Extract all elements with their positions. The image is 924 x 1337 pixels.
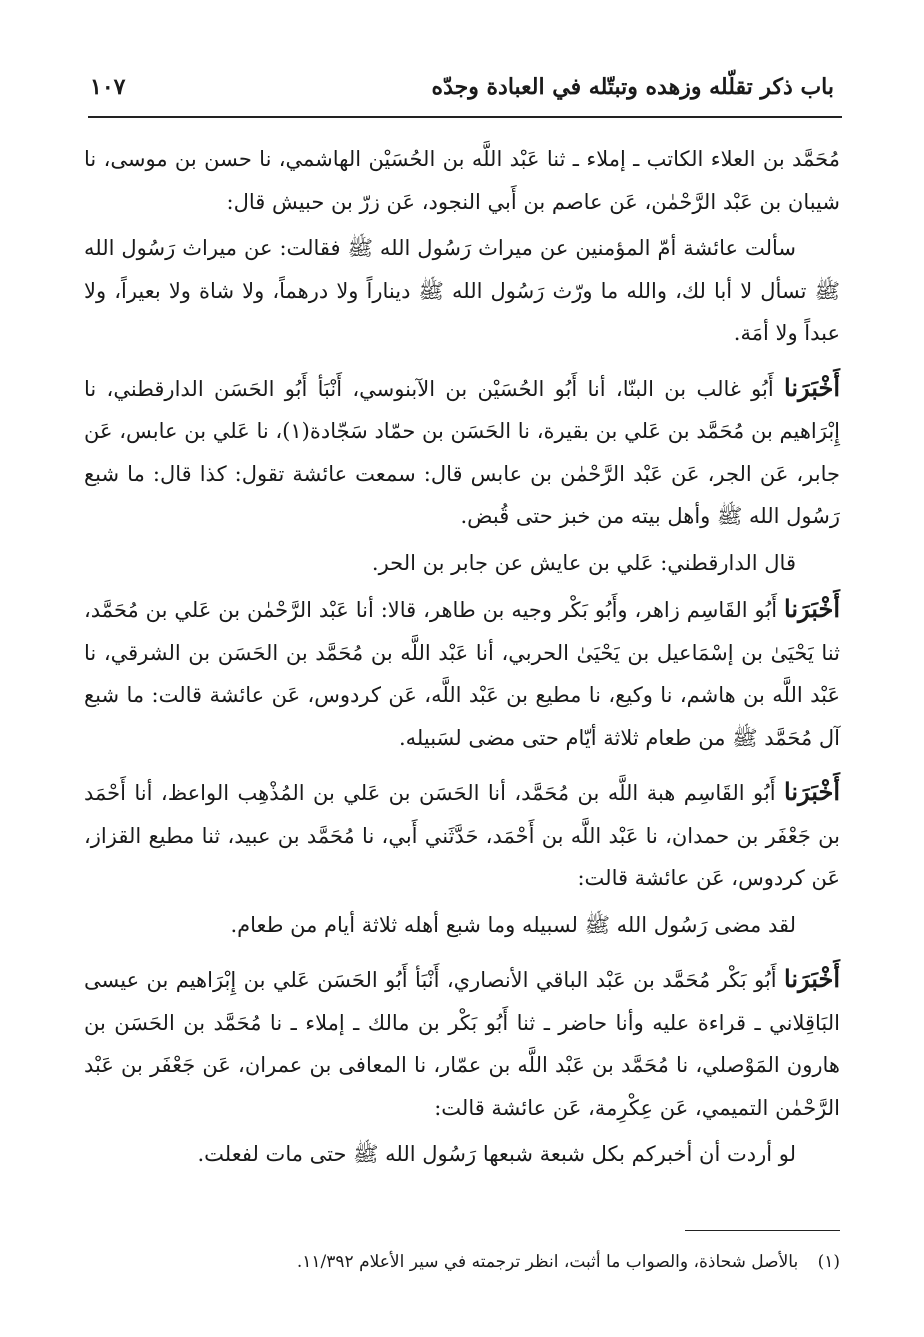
footnote-text: بالأصل شحاذة، والصواب ما أثبت، انظر ترجمته في سير الأعلام ١١/٣٩٢. [296,1252,799,1272]
paragraph-text: لو أردت أن أخبركم بكل شبعة شبعها رَسُول الله ﷺ حتى مات لفعلت. [197,1142,796,1166]
paragraph-text: لقد مضى رَسُول الله ﷺ لسبيله وما شبع أهله ثلاثة أيام من طعام. [230,912,796,937]
paragraph-lead: أَخْبَرَنا [784,594,840,623]
paragraph-text: قال الدارقطني: عَلي بن عايش عن جابر بن الحر. [371,550,796,575]
running-title: باب ذكر تقلّله وزهده وتبتّله في العبادة وجدّه [431,74,834,100]
body-text [84,138,840,1180]
footnote-rule [685,1230,840,1231]
paragraph [84,1133,840,1176]
page-number: ١٠٧ [90,74,126,100]
paragraph [84,227,840,355]
paragraph-text: مُحَمَّد بن العلاء الكاتب ـ إملاء ـ ثنا عَبْد اللَّه بن الحُسَيْن الهاشمي، نا حسن بن موسى، نا شيبان بن عَبْد الرَّحْمٰن، عَن عاصم بن أَبي النجود، عَن زرّ بن حبيش قال: [84,147,840,214]
paragraph-text: سألت عائشة أمّ المؤمنين عن ميراث رَسُول الله ﷺ فقالت: عن ميراث رَسُول الله ﷺ تسأل لا أبا لك، والله ما ورّث رَسُول الله ﷺ ديناراً ولا درهماً، ولا شاة ولا بعيراً، ولا عبداً ولا أمَة. [84,236,840,345]
paragraph [84,771,840,900]
paragraph-text: أَبُو غالب بن البنّا، أنا أَبُو الحُسَيْن بن الآبنوسي، أَنْبَأ أَبُو الحَسَن الدارقطني، نا إِبْرَاهيم بن مُحَمَّد بن عَلي بن بقيرة، نا الحَسَن بن حمّاد سَجّادة(١)، نا عَلي بن عابس، عَن جابر، عَن الجر، عَن عَبْد الرَّحْمٰن بن عابس قال: سمعت عائشة تقول: كذا قال: ما شبع رَسُول الله ﷺ وأهل بيته من خبز حتى قُبض. [84,376,840,528]
paragraph-text: أَبُو القَاسِم زاهر، وأَبُو بَكْر وجيه بن طاهر، قالا: أنا عَبْد الرَّحْمٰن بن عَلي بن مُحَمَّد، ثنا يَحْيَىٰ بن إسْمَاعيل بن يَحْيَىٰ الحربي، أنا عَبْد اللَّه بن مُحَمَّد بن الحَسَن بن الشرقي، نا عَبْد اللَّه بن هاشم، نا وكيع، نا مطيع بن عَبْد اللَّه، عَن كردوس، عَن عائشة قالت: ما شبع آل مُحَمَّد ﷺ من طعام ثلاثة أيّام حتى مضى لسَبيله. [84,598,840,750]
paragraph [84,588,840,759]
paragraph [84,367,840,538]
paragraph-text: أَبُو بَكْر مُحَمَّد بن عَبْد الباقي الأنصاري، أَنْبَأ أَبُو الحَسَن عَلي بن إِبْرَاهيم بن عيسى البَاقِلاني ـ قراءة عليه وأنا حاضر ـ ثنا أَبُو بَكْر بن مالك ـ إملاء ـ نا مُحَمَّد بن الحَسَن بن هارون المَوْصلي، نا مُحَمَّد بن عَبْد اللَّه بن عمّار، نا المعافى بن عمران، عَن جَعْفَر بن عَبْد الرَّحْمٰن التميمي، عَن عِكْرِمة، عَن عائشة قالت: [84,968,840,1120]
paragraph-text: أَبُو القَاسِم هبة اللَّه بن مُحَمَّد، أنا الحَسَن بن عَلي بن المُذْهِب الواعظ، أنا أَحْمَد بن جَعْفَر بن حمدان، نا عَبْد اللَّه بن أَحْمَد، حَدَّثَني أَبي، نا مُحَمَّد بن عبيد، ثنا مطيع القزاز، عَن كردوس، عَن عائشة قالت: [84,781,840,890]
paragraph-lead: أَخْبَرَنا [784,964,840,993]
paragraph-lead: أَخْبَرَنا [784,372,840,402]
header-rule [88,116,842,118]
footnote-marker: (١) [817,1252,840,1272]
paragraph [84,542,840,585]
running-head [90,62,834,112]
paragraph [84,958,840,1129]
paragraph [84,904,840,947]
paragraph-lead: أَخْبَرَنا [784,777,840,806]
footnote [84,1248,840,1276]
paragraph [84,138,840,223]
